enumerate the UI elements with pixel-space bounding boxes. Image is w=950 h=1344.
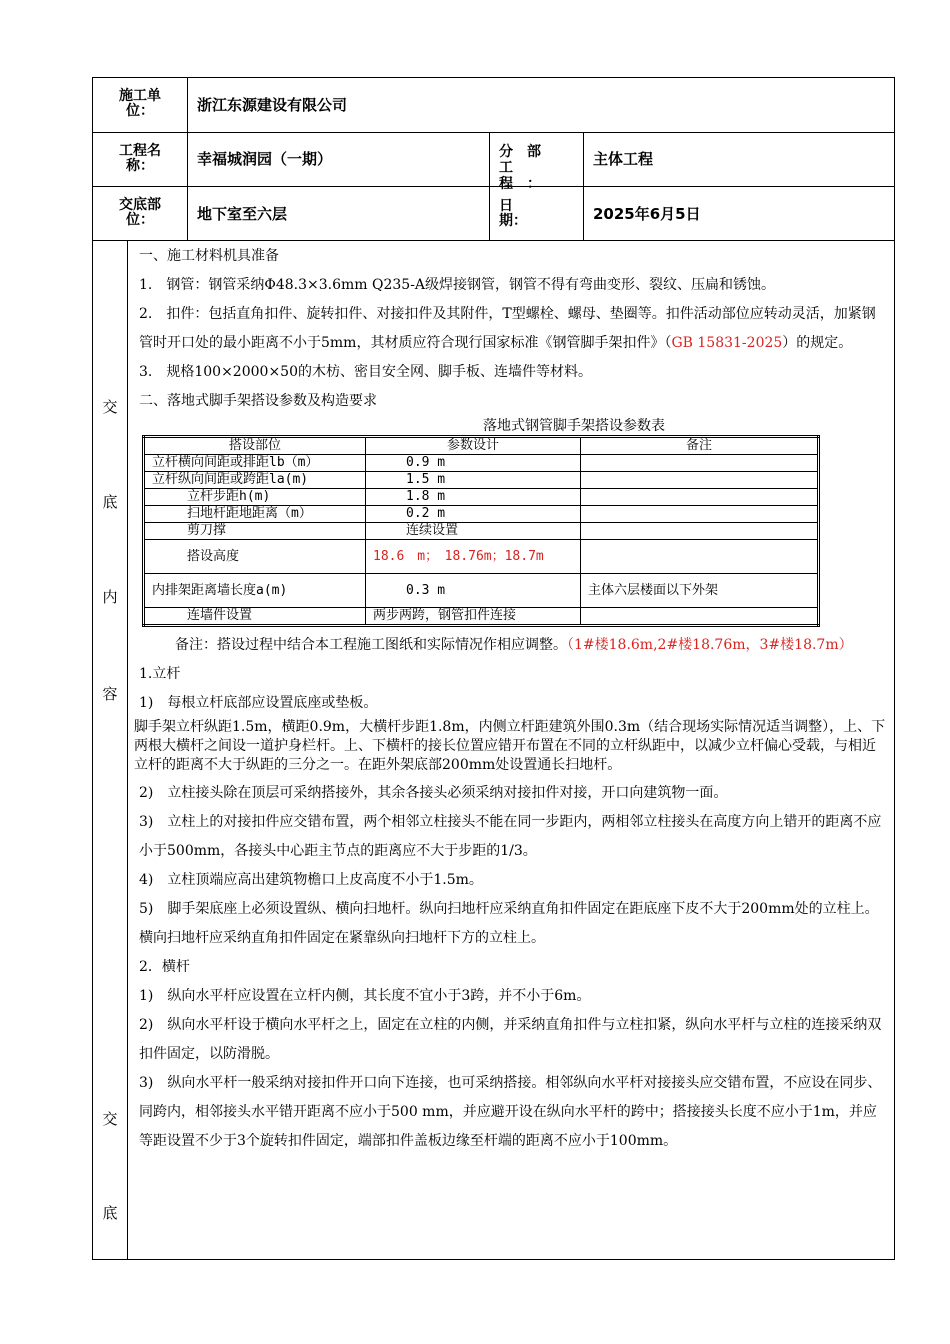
- subdivision-value: 主体工程: [593, 150, 654, 168]
- table-cell: [581, 608, 819, 626]
- parameter-table: [142, 435, 820, 627]
- table-row: [144, 506, 819, 523]
- section-title: 二、落地式脚手架搭设参数及构造要求: [139, 393, 377, 409]
- row-divider: [93, 186, 894, 187]
- paragraph: 2) 纵向水平杆设于横向水平杆之上，固定在立柱的内侧，并采纳直角扣件与立柱扣紧，纵向水平杆与立柱的连接采纳双扣件固定，以防滑脱。: [139, 1017, 882, 1062]
- paragraph: 3. 规格100×2000×50的木枋、密目安全网、脚手板、连墙件等材料。: [139, 364, 592, 380]
- side-label: 交: [102, 398, 118, 416]
- table-cell: 18.6 m； 18.76m；18.7m: [366, 540, 581, 574]
- table-cell: 连续设置: [366, 523, 581, 540]
- table-row: [144, 523, 819, 540]
- table-cell: 立杆纵向间距或跨距la(m): [144, 472, 366, 489]
- subsection-title: 1.立杆: [139, 666, 181, 682]
- paragraph: 1) 每根立杆底部应设置底座或垫板。: [139, 695, 378, 711]
- unit-label: 施工单位：: [119, 88, 161, 119]
- table-cell: [581, 540, 819, 574]
- column-divider: [187, 78, 188, 240]
- table-cell: 两步两跨，钢管扣件连接: [366, 608, 581, 626]
- side-label: 底: [102, 1204, 118, 1222]
- subsection-title: 2．横杆: [139, 959, 190, 975]
- side-label: 内: [102, 588, 118, 606]
- column-divider: [489, 132, 490, 240]
- disclosure-content: [134, 242, 889, 1156]
- section-title: 一、施工材料机具准备: [139, 248, 279, 264]
- paragraph-text: 2. 扣件：包括直角扣件、旋转扣件、对接扣件及其附件，T型螺栓、螺母、垫圈等。扣件活动部位应转动灵活，加紧钢管时开口处的最小距离不小于5mm，其材质应符合现行国家标准《钢管脚手架扣件》（: [139, 306, 876, 351]
- table-cell: 主体六层楼面以下外架: [581, 574, 819, 608]
- paragraph: [139, 300, 889, 358]
- table-cell: 0.9 m: [366, 455, 581, 472]
- table-cell: 立杆横向间距或排距lb（m）: [144, 455, 366, 472]
- column-divider: [127, 240, 128, 1260]
- paragraph: 3) 纵向水平杆一般采纳对接扣件开口向下连接，也可采纳搭接。相邻纵向水平杆对接接头应交错布置，不应设在同步、同跨内，相邻接头水平错开距离不应小于500 mm，并应避开设在纵向水平杆的跨中；搭接接头长度不应小于1m，并应等距设置不少于3个旋转扣件固定，端部扣件盖板边缘至杆端的距离不应小于100mm。: [139, 1075, 882, 1149]
- side-label: 底: [102, 493, 118, 511]
- table-cell: [581, 489, 819, 506]
- table-cell: 搭设高度: [144, 540, 366, 574]
- table-cell: 内排架距离墙长度a(m): [144, 574, 366, 608]
- location-value: 地下室至六层: [197, 205, 288, 223]
- table-cell: [581, 506, 819, 523]
- table-cell: 0.3 m: [366, 574, 581, 608]
- table-cell: 连墙件设置: [144, 608, 366, 626]
- table-cell: 0.2 m: [366, 506, 581, 523]
- table-row: [144, 540, 819, 574]
- remark-heights: （1#楼18.6m,2#楼18.76m，3#楼18.7m）: [567, 637, 853, 653]
- document-frame: [92, 77, 895, 1260]
- table-title: 落地式钢管脚手架搭设参数表: [483, 418, 665, 434]
- table-header: 参数设计: [366, 437, 581, 455]
- standard-code: GB 15831-2025: [671, 335, 783, 351]
- table-row: [144, 455, 819, 472]
- column-divider: [583, 132, 584, 240]
- row-divider: [93, 132, 894, 133]
- date-value: 2025年6月5日: [593, 205, 701, 223]
- paragraph: 1) 纵向水平杆应设置在立杆内侧，其长度不宜小于3跨，并不小于6m。: [139, 988, 591, 1004]
- table-cell: [581, 472, 819, 489]
- paragraph-text: ）的规定。: [782, 335, 853, 351]
- table-header: 备注: [581, 437, 819, 455]
- unit-value: 浙江东源建设有限公司: [197, 96, 348, 114]
- date-label: 日期：: [499, 198, 527, 229]
- location-label: 交底部位：: [119, 197, 161, 228]
- table-cell: [581, 455, 819, 472]
- table-cell: 扫地杆距地距离（m）: [144, 506, 366, 523]
- paragraph: 1. 钢管：钢管采纳Φ48.3×3.6mm Q235-A级焊接钢管，钢管不得有弯曲变形、裂纹、压扁和锈蚀。: [139, 277, 776, 293]
- table-row: [144, 574, 819, 608]
- paragraph: 脚手架立杆纵距1.5m，横距0.9m，大横杆步距1.8m，内侧立杆距建筑外围0.3m（结合现场实际情况适当调整），上、下两根大横杆之间设一道护身栏杆。上、下横杆的接长位置应错开布置在不同的立杆纵距中，以减少立杆偏心受载，与相近立杆的距离不大于纵距的三分之一。在距外架底部200mm处设置通长扫地杆。: [134, 719, 886, 773]
- paragraph: 3) 立柱上的对接扣件应交错布置，两个相邻立柱接头不能在同一步距内，两相邻立柱接头在高度方向上错开的距离不应小于500mm，各接头中心距主节点的距离应不大于步距的1/3。: [139, 814, 882, 859]
- subdivision-label: 分部工程：: [499, 144, 555, 192]
- side-label: 交: [102, 1110, 118, 1128]
- table-cell: [581, 523, 819, 540]
- paragraph: 5) 脚手架底座上必须设置纵、横向扫地杆。纵向扫地杆应采纳直角扣件固定在距底座下皮不大于200mm处的立柱上。横向扫地杆应采纳直角扣件固定在紧靠纵向扫地杆下方的立柱上。: [139, 901, 879, 946]
- table-header-row: [144, 437, 819, 455]
- table-header: 搭设部位: [144, 437, 366, 455]
- table-cell: 1.5 m: [366, 472, 581, 489]
- table-row: [144, 608, 819, 626]
- remark-text: 备注：搭设过程中结合本工程施工图纸和实际情况作相应调整。: [175, 637, 567, 653]
- parameter-table-block: [139, 418, 889, 627]
- table-row: [144, 489, 819, 506]
- remark: [139, 631, 889, 660]
- project-value: 幸福城润园（一期）: [197, 150, 333, 168]
- project-label: 工程名称：: [119, 143, 161, 174]
- table-row: [144, 472, 819, 489]
- side-label: 容: [102, 685, 118, 703]
- table-cell: 1.8 m: [366, 489, 581, 506]
- table-cell: 剪刀撑: [144, 523, 366, 540]
- paragraph: 2) 立柱接头除在顶层可采纳搭接外，其余各接头必须采纳对接扣件对接，开口向建筑物一面。: [139, 785, 728, 801]
- row-divider: [93, 240, 894, 241]
- paragraph: 4) 立柱顶端应高出建筑物檐口上皮高度不小于1.5m。: [139, 872, 483, 888]
- table-cell: 立杆步距h(m): [144, 489, 366, 506]
